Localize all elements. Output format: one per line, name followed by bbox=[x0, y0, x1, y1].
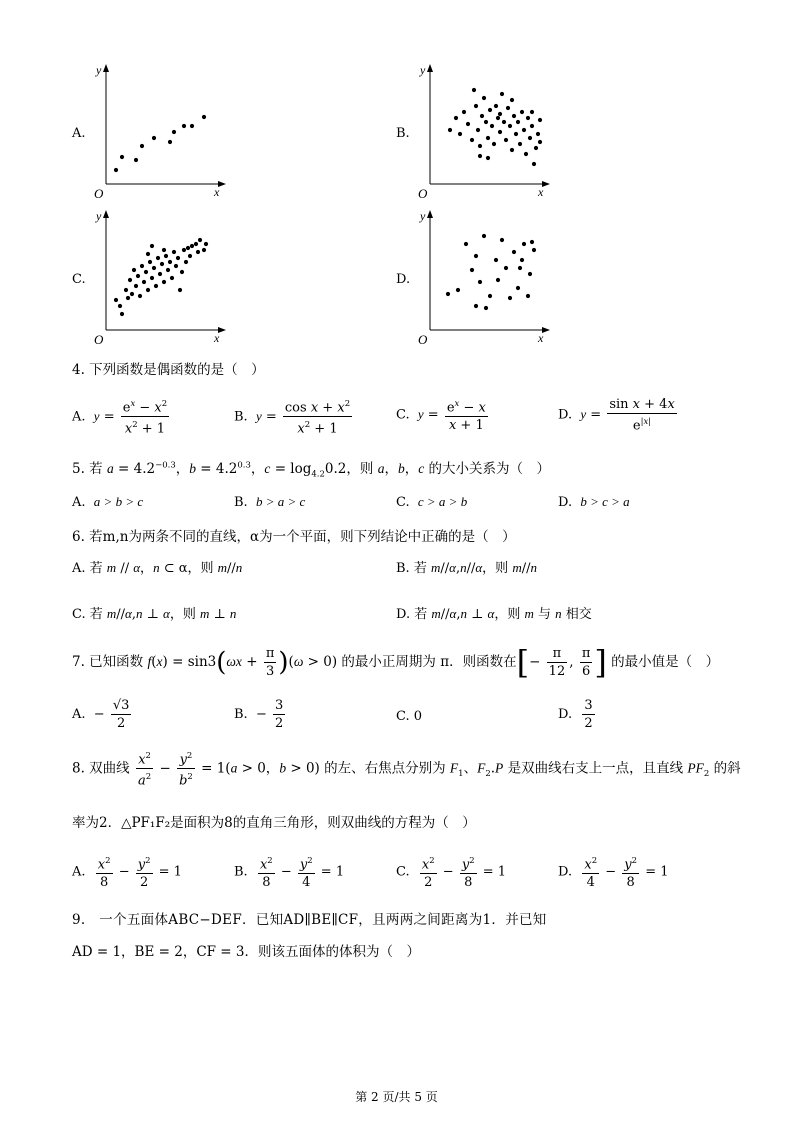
scatter-point bbox=[150, 276, 154, 280]
scatter-point bbox=[470, 268, 474, 272]
scatter-point bbox=[124, 288, 128, 292]
scatter-point bbox=[138, 294, 142, 298]
scatter-point bbox=[198, 238, 202, 242]
q5-stem: 5. 若 $a = 4.2^{-0.3}$，$b = 4.2^{0.3}$，$c = \log_{4.2}0.2$，则 a，b，c 的大小关系为（ ） bbox=[72, 460, 550, 480]
scatter-point bbox=[174, 264, 178, 268]
scatter-chart bbox=[92, 60, 252, 200]
scatter-point bbox=[530, 110, 534, 114]
scatter-point bbox=[510, 148, 514, 152]
scatter-point bbox=[182, 124, 186, 128]
scatter-point bbox=[186, 246, 190, 250]
q7-option-d: D. $\frac{3}{2}$ bbox=[558, 698, 593, 731]
scatter-point bbox=[202, 248, 206, 252]
scatter-point bbox=[502, 120, 506, 124]
scatter-point bbox=[204, 242, 208, 246]
option-label: A. bbox=[72, 126, 86, 141]
scatter-point bbox=[188, 254, 192, 258]
scatter-point bbox=[528, 136, 532, 140]
svg-text:y: y bbox=[96, 63, 102, 77]
scatter-point bbox=[196, 250, 200, 254]
scatter-point bbox=[528, 272, 532, 276]
scatter-points bbox=[448, 88, 542, 166]
svg-text:x: x bbox=[538, 331, 544, 345]
scatter-point bbox=[466, 122, 470, 126]
scatter-points bbox=[114, 238, 208, 316]
scatter-point bbox=[482, 234, 486, 238]
scatter-point bbox=[120, 312, 124, 316]
q8-stem-line1: 8. 双曲线 $\frac{x^2}{a^2}$ − $\frac{y^2}{b^2}$ = 1(a > 0，b > 0) 的左、右焦点分别为 $F_1$、$F_2.P$ 是双曲线右支上一点，且直线 $PF_2$ 的斜 bbox=[72, 748, 741, 790]
scatter-points bbox=[446, 234, 536, 310]
scatter-point bbox=[518, 142, 522, 146]
scatter-point bbox=[472, 88, 476, 92]
page-footer: 第 2 页/共 5 页 bbox=[355, 1090, 438, 1104]
scatter-chart bbox=[416, 60, 576, 200]
scatter-point bbox=[538, 118, 542, 122]
scatter-point bbox=[164, 254, 168, 258]
scatter-point bbox=[168, 140, 172, 144]
q5-option-c: C. c > a > b bbox=[396, 494, 468, 510]
scatter-point bbox=[518, 266, 522, 270]
q6-option-d: D. 若 m//α,n ⊥ α，则 m 与 n 相交 bbox=[396, 606, 592, 622]
q4-option-d: D. y = $\frac{\text{sin x + 4x}}{e^{|x|}}$ bbox=[558, 397, 675, 434]
scatter-point bbox=[458, 132, 462, 136]
scatter-point bbox=[144, 270, 148, 274]
scatter-point bbox=[486, 156, 490, 160]
scatter-point bbox=[128, 278, 132, 282]
scatter-point bbox=[536, 132, 540, 136]
scatter-point bbox=[484, 120, 488, 124]
q7-option-a: A. − $\frac{√3}{2}$ bbox=[72, 698, 130, 731]
scatter-point bbox=[500, 92, 504, 96]
scatter-point bbox=[534, 146, 538, 150]
scatter-point bbox=[532, 248, 536, 252]
scatter-point bbox=[202, 115, 206, 119]
scatter-point bbox=[470, 138, 474, 142]
q4-option-b: B. y = $\frac{\cos x + x^2}{x^2 + 1}$ bbox=[234, 396, 354, 438]
q9-stem-line1: 9. 一个五面体ABC−DEF．已知AD∥BE∥CF，且两两之间距离为1．并已知 bbox=[72, 912, 547, 928]
scatter-point bbox=[530, 240, 534, 244]
scatter-point bbox=[456, 288, 460, 292]
q9-stem-line2: AD = 1，BE = 2，CF = 3．则该五面体的体积为（ ） bbox=[72, 944, 420, 960]
scatter-point bbox=[494, 104, 498, 108]
q7-stem: 7. 已知函数 f(x) = sin3(ωx + $\frac{\pi}{3}$ )(ω > 0) 的最小正周期为 π．则函数在[− $\frac{\pi}{12}$ , $\frac{\pi}{6}$ ] 的最小值是（ ） bbox=[72, 643, 720, 682]
scatter-point bbox=[492, 142, 496, 146]
scatter-point bbox=[142, 280, 146, 284]
q8-option-d: D. $\frac{x^2}{4}$ − $\frac{y^2}{8}$ = 1 bbox=[558, 853, 669, 891]
q8-option-a: A. $\frac{x^2}{8}$ − $\frac{y^2}{2}$ = 1 bbox=[72, 853, 182, 891]
scatter-point bbox=[520, 110, 524, 114]
q4-option-c: C. y = $\frac{e^x - x}{x + 1}$ bbox=[396, 396, 490, 434]
scatter-point bbox=[154, 284, 158, 288]
svg-text:y: y bbox=[420, 63, 426, 77]
q7-option-b: B. − $\frac{3}{2}$ bbox=[234, 698, 284, 731]
scatter-point bbox=[484, 306, 488, 310]
scatter-point bbox=[150, 244, 154, 248]
scatter-point bbox=[538, 140, 542, 144]
q6-option-a: A. 若 m // α，n ⊂ α，则 m//n bbox=[72, 560, 243, 576]
scatter-point bbox=[526, 294, 530, 298]
scatter-point bbox=[156, 256, 160, 260]
scatter-point bbox=[172, 250, 176, 254]
q4-option-a: A. y = $\frac{e^x - x^2}{x^2 + 1}$ bbox=[72, 396, 171, 438]
scatter-point bbox=[182, 248, 186, 252]
scatter-point bbox=[524, 152, 528, 156]
scatter-point bbox=[162, 248, 166, 252]
scatter-point bbox=[160, 262, 164, 266]
scatter-point bbox=[526, 116, 530, 120]
scatter-point bbox=[494, 258, 498, 262]
q6-option-c: C. 若 m//α,n ⊥ α，则 m ⊥ n bbox=[72, 606, 237, 622]
scatter-point bbox=[126, 296, 130, 300]
scatter-point bbox=[448, 128, 452, 132]
q8-option-b: B. $\frac{x^2}{8}$ − $\frac{y^2}{4}$ = 1 bbox=[234, 853, 344, 891]
scatter-point bbox=[478, 280, 482, 284]
svg-text:x: x bbox=[214, 185, 220, 199]
scatter-point bbox=[166, 268, 170, 272]
scatter-point bbox=[114, 168, 118, 172]
scatter-point bbox=[504, 266, 508, 270]
scatter-point bbox=[530, 124, 534, 128]
scatter-point bbox=[120, 155, 124, 159]
q5-option-d: D. b > c > a bbox=[558, 494, 630, 510]
q5-option-b: B. b > a > c bbox=[234, 494, 306, 510]
scatter-point bbox=[522, 128, 526, 132]
svg-text:O: O bbox=[418, 332, 428, 346]
option-label: B. bbox=[396, 126, 410, 141]
scatter-point bbox=[482, 96, 486, 100]
scatter-point bbox=[190, 124, 194, 128]
scatter-point bbox=[512, 114, 516, 118]
scatter-point bbox=[178, 288, 182, 292]
svg-text:x: x bbox=[214, 331, 220, 345]
scatter-point bbox=[508, 296, 512, 300]
svg-text:y: y bbox=[420, 209, 426, 223]
scatter-point bbox=[184, 260, 188, 264]
scatter-point bbox=[490, 124, 494, 128]
scatter-points bbox=[114, 115, 206, 172]
scatter-point bbox=[478, 154, 482, 158]
scatter-point bbox=[474, 104, 478, 108]
scatter-point bbox=[520, 258, 524, 262]
svg-text:x: x bbox=[538, 185, 544, 199]
option-label: D. bbox=[396, 272, 411, 287]
scatter-point bbox=[522, 242, 526, 246]
scatter-point bbox=[152, 266, 156, 270]
scatter-point bbox=[190, 244, 194, 248]
q8-stem-line2: 率为2．△PF₁F₂是面积为8的直角三角形，则双曲线的方程为（ ） bbox=[72, 815, 476, 831]
scatter-point bbox=[496, 116, 500, 120]
scatter-point bbox=[148, 260, 152, 264]
scatter-point bbox=[480, 114, 484, 118]
option-label: C. bbox=[72, 272, 86, 287]
q6-option-b: B. 若 m//α,n//α，则 m//n bbox=[396, 560, 537, 576]
scatter-point bbox=[114, 298, 118, 302]
q7-option-c: C. 0 bbox=[396, 709, 423, 724]
scatter-point bbox=[514, 132, 518, 136]
scatter-chart bbox=[416, 206, 576, 346]
scatter-point bbox=[510, 98, 514, 102]
scatter-point bbox=[152, 136, 156, 140]
scatter-point bbox=[500, 238, 504, 242]
q5-option-a: A. a > b > c bbox=[72, 494, 144, 510]
scatter-chart bbox=[92, 206, 252, 346]
scatter-point bbox=[130, 292, 134, 296]
scatter-point bbox=[498, 112, 502, 116]
scatter-point bbox=[146, 252, 150, 256]
svg-text:O: O bbox=[418, 186, 428, 200]
scatter-point bbox=[508, 124, 512, 128]
scatter-point bbox=[516, 286, 520, 290]
scatter-point bbox=[176, 256, 180, 260]
scatter-point bbox=[446, 292, 450, 296]
scatter-point bbox=[488, 108, 492, 112]
scatter-point bbox=[496, 278, 500, 282]
q8-option-c: C. $\frac{x^2}{2}$ − $\frac{y^2}{8}$ = 1 bbox=[396, 853, 506, 891]
scatter-point bbox=[194, 242, 198, 246]
scatter-point bbox=[474, 304, 478, 308]
scatter-point bbox=[488, 294, 492, 298]
q4-stem: 4. 下列函数是偶函数的是（ ） bbox=[72, 362, 265, 378]
scatter-point bbox=[140, 144, 144, 148]
q6-stem: 6. 若m,n为两条不同的直线，α为一个平面，则下列结论中正确的是（ ） bbox=[72, 529, 516, 545]
scatter-point bbox=[162, 280, 166, 284]
scatter-point bbox=[462, 110, 466, 114]
scatter-point bbox=[146, 288, 150, 292]
svg-text:y: y bbox=[96, 209, 102, 223]
scatter-point bbox=[516, 120, 520, 124]
scatter-point bbox=[180, 270, 184, 274]
scatter-point bbox=[172, 130, 176, 134]
scatter-point bbox=[532, 162, 536, 166]
scatter-point bbox=[134, 158, 138, 162]
scatter-point bbox=[476, 128, 480, 132]
scatter-point bbox=[498, 130, 502, 134]
scatter-point bbox=[170, 276, 174, 280]
scatter-point bbox=[454, 116, 458, 120]
scatter-point bbox=[140, 264, 144, 268]
scatter-point bbox=[504, 138, 508, 142]
scatter-point bbox=[158, 272, 162, 276]
scatter-point bbox=[118, 304, 122, 308]
scatter-point bbox=[506, 106, 510, 110]
scatter-point bbox=[136, 274, 140, 278]
scatter-point bbox=[168, 260, 172, 264]
scatter-point bbox=[512, 250, 516, 254]
svg-text:O: O bbox=[94, 332, 104, 346]
scatter-point bbox=[474, 254, 478, 258]
scatter-point bbox=[134, 284, 138, 288]
svg-text:O: O bbox=[94, 186, 104, 200]
scatter-point bbox=[464, 242, 468, 246]
scatter-point bbox=[486, 136, 490, 140]
scatter-point bbox=[478, 144, 482, 148]
scatter-point bbox=[132, 268, 136, 272]
